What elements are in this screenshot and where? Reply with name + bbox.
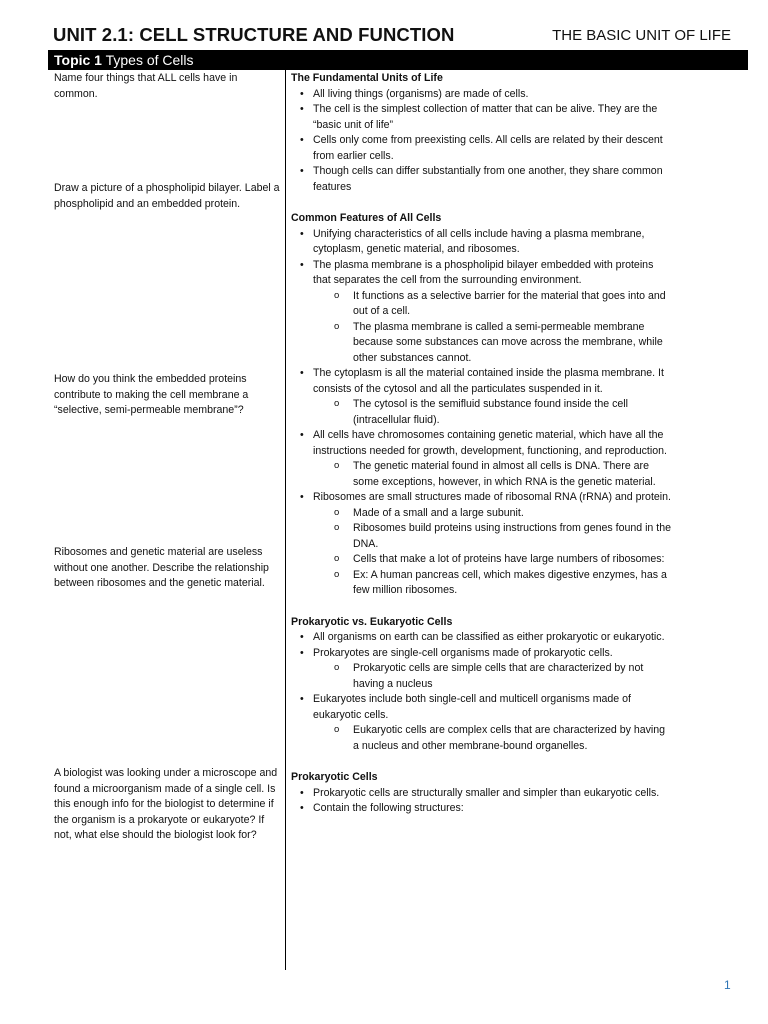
section-heading: Prokaryotic Cells [291, 771, 378, 783]
bullet-item [291, 428, 671, 490]
topic-title: Types of Cells [101, 52, 194, 68]
bullet-list [291, 786, 671, 817]
question-2: Draw a picture of a phospholipid bilayer. Label a phospholipid and an embedded protein. [54, 182, 280, 210]
topic-number: Topic 1 [54, 52, 102, 68]
section-heading: Common Features of All Cells [291, 212, 442, 224]
bullet-item: • All living things (organisms) are made of cells. [291, 87, 671, 103]
bullet-list [291, 630, 671, 754]
sub-bullet-list [313, 459, 671, 490]
column-divider [285, 70, 286, 970]
bullet-item: • Cells only come from preexisting cells. All cells are related by their descent from earlier cells. [291, 133, 671, 164]
bullet-list [291, 227, 671, 599]
bullet-item [291, 366, 671, 428]
bullet-item: • Unifying characteristics of all cells include having a plasma membrane, cytoplasm, genetic material, and ribosomes. [291, 227, 671, 258]
bullet-text: Ribosomes are small structures made of ribosomal RNA (rRNA) and protein. [313, 491, 671, 503]
sub-bullet-list [313, 289, 671, 367]
bullet-text: The cytoplasm is all the material contained inside the plasma membrane. It consists of the cytosol and all the particulates suspended in it. [313, 367, 664, 395]
question-3: How do you think the embedded proteins contribute to making the cell membrane a “selective, semi-permeable membrane”? [54, 373, 249, 416]
section-heading: Prokaryotic vs. Eukaryotic Cells [291, 615, 453, 628]
sub-bullet-item: o Ribosomes build proteins using instructions from genes found in the DNA. [313, 521, 671, 552]
bullet-text: Eukaryotes include both single-cell and multicell organisms made of eukaryotic cells. [313, 693, 631, 721]
sub-bullet-item: o Ex: A human pancreas cell, which makes digestive enzymes, has a few million ribosomes. [313, 568, 671, 599]
bullet-text: All cells have chromosomes containing genetic material, which have all the instructions needed for growth, development, functioning, and reproduction. [313, 429, 667, 457]
bullet-item: • All organisms on earth can be classified as either prokaryotic or eukaryotic. [291, 630, 671, 646]
bullet-item: • Though cells can differ substantially from one another, they share common features [291, 164, 671, 195]
sub-bullet-item: o It functions as a selective barrier for the material that goes into and out of a cell. [313, 289, 671, 320]
page-header [53, 24, 731, 48]
question-1: Name four things that ALL cells have in common. [54, 72, 238, 100]
bullet-item: • Contain the following structures: [291, 801, 671, 817]
sub-bullet-item: o The cytosol is the semifluid substance found inside the cell (intracellular fluid). [313, 397, 671, 428]
topic-bar [48, 50, 748, 70]
question-5: A biologist was looking under a microscope and found a microorganism made of a single cell. Is this enough info for the biologist to determine if the organism is a prokaryote or eukaryote? If not, what else should the biologist look for? [54, 767, 278, 841]
bullet-item: • Prokaryotic cells are structurally smaller and simpler than eukaryotic cells. [291, 786, 671, 802]
bullet-item [291, 692, 671, 754]
sub-bullet-item: o Eukaryotic cells are complex cells that are characterized by having a nucleus and other membrane-bound organelles. [313, 723, 671, 754]
sub-bullet-item: o Cells that make a lot of proteins have large numbers of ribosomes: [313, 552, 671, 568]
bullet-item [291, 646, 671, 693]
bullet-item [291, 490, 671, 599]
page-number: 1 [724, 978, 731, 992]
sub-bullet-item: o Made of a small and a large subunit. [313, 506, 671, 522]
notes-column [291, 71, 671, 817]
bullet-item: • The cell is the simplest collection of matter that can be alive. They are the “basic unit of life” [291, 102, 671, 133]
bullet-text: Prokaryotes are single-cell organisms made of prokaryotic cells. [313, 646, 613, 659]
sub-bullet-item: o The genetic material found in almost all cells is DNA. There are some exceptions, however, in which RNA is the genetic material. [313, 459, 671, 490]
unit-subtitle: THE BASIC UNIT OF LIFE [552, 27, 731, 44]
sub-bullet-list [313, 506, 671, 599]
question-4: Ribosomes and genetic material are useless without one another. Describe the relationship between ribosomes and the genetic material. [54, 546, 269, 589]
sub-bullet-item: o The plasma membrane is called a semi-permeable membrane because some substances can move across the membrane, while other substances cannot. [313, 320, 671, 367]
bullet-list [291, 87, 671, 196]
bullet-item [291, 258, 671, 367]
bullet-text: The plasma membrane is a phospholipid bilayer embedded with proteins that separates the cell from the surrounding environment. [313, 258, 654, 286]
sub-bullet-item: o Prokaryotic cells are simple cells that are characterized by not having a nucleus [313, 661, 671, 692]
sub-bullet-list [313, 723, 671, 754]
unit-title: UNIT 2.1: CELL STRUCTURE AND FUNCTION [53, 24, 455, 45]
section-heading: The Fundamental Units of Life [291, 72, 443, 84]
sub-bullet-list [313, 661, 671, 692]
sub-bullet-list [313, 397, 671, 428]
